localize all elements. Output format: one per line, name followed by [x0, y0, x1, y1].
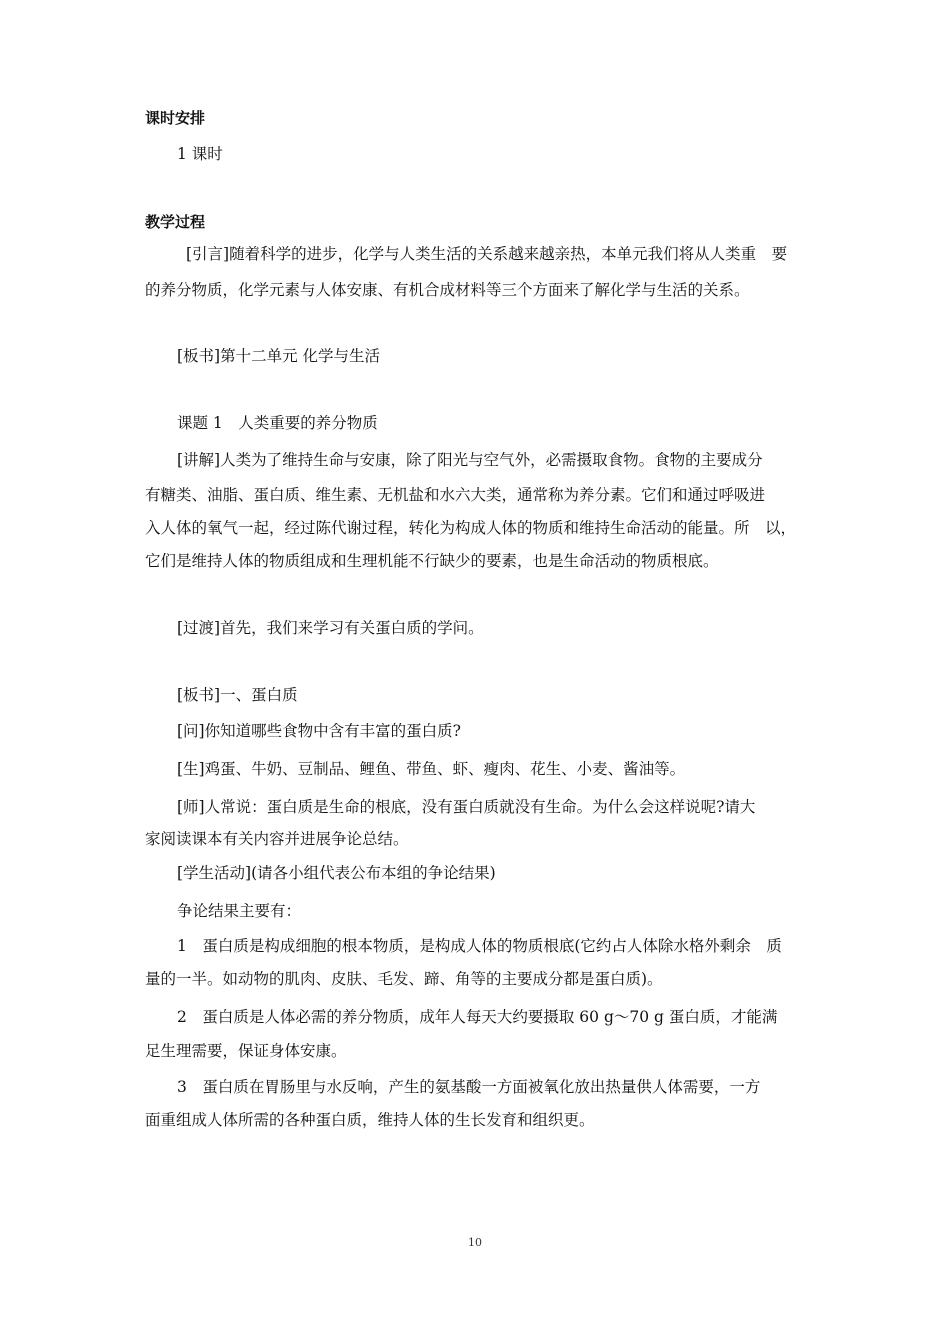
result-1-line-1: 1 蛋白质是构成细胞的根本物质，是构成人体的物质根底(它约占人体除水格外剩余 质: [177, 937, 782, 955]
lecture-line-4: 它们是维持人体的物质组成和生理机能不行缺少的要素，也是生命活动的物质根底。: [145, 552, 719, 570]
intro-line-2: 的养分物质，化学元素与人体安康、有机合成材料等三个方面来了解化学与生活的关系。: [145, 281, 750, 299]
question-text: [问]你知道哪些食物中含有丰富的蛋白质?: [177, 722, 461, 740]
process-heading: 教学过程: [145, 213, 206, 231]
lecture-line-2: 有糖类、油脂、蛋白质、维生素、无机盐和水六大类，通常称为养分素。它们和通过呼吸进: [145, 486, 766, 504]
topic-title: 课题 1 人类重要的养分物质: [177, 414, 378, 432]
student-activity: [学生活动](请各小组代表公布本组的争论结果): [177, 864, 496, 882]
result-2-line-2: 足生理需要，保证身体安康。: [145, 1042, 347, 1060]
results-intro: 争论结果主要有：: [177, 902, 302, 920]
result-1-line-2: 量的一半。如动物的肌肉、皮肤、毛发、蹄、角等的主要成分都是蛋白质)。: [145, 970, 663, 988]
teacher-line-2: 家阅读课本有关内容并进展争论总结。: [145, 830, 409, 848]
transition-text: [过渡]首先，我们来学习有关蛋白质的学问。: [177, 619, 484, 637]
page-number: 10: [468, 1236, 482, 1249]
schedule-heading: 课时安排: [145, 109, 206, 127]
intro-line-1: [引言]随着科学的进步，化学与人类生活的关系越来越亲热，本单元我们将从人类重 要: [186, 245, 788, 263]
board-note-1: [板书]第十二单元 化学与生活: [177, 347, 381, 365]
teacher-line-1: [师]人常说：蛋白质是生命的根底，没有蛋白质就没有生命。为什么会这样说呢?请大: [177, 798, 756, 816]
lecture-line-1: [讲解]人类为了维持生命与安康，除了阳光与空气外，必需摄取食物。食物的主要成分: [177, 451, 763, 469]
lecture-line-3: 入人体的氧气一起，经过陈代谢过程，转化为构成人体的物质和维持生命活动的能量。所 以，: [145, 519, 797, 537]
schedule-value: 1 课时: [177, 145, 223, 163]
result-3-line-1: 3 蛋白质在胃肠里与水反响，产生的氨基酸一方面被氧化放出热量供人体需要，一方: [177, 1078, 761, 1096]
student-answer: [生]鸡蛋、牛奶、豆制品、鲤鱼、带鱼、虾、瘦肉、花生、小麦、酱油等。: [177, 760, 686, 778]
board-note-2: [板书]一、蛋白质: [177, 686, 298, 704]
result-2-line-1: 2 蛋白质是人体必需的养分物质，成年人每天大约要摄取 60 g～70 g 蛋白质，才能满: [177, 1008, 778, 1026]
result-3-line-2: 面重组成人体所需的各种蛋白质，维持人体的生长发育和组织更。: [145, 1111, 595, 1129]
